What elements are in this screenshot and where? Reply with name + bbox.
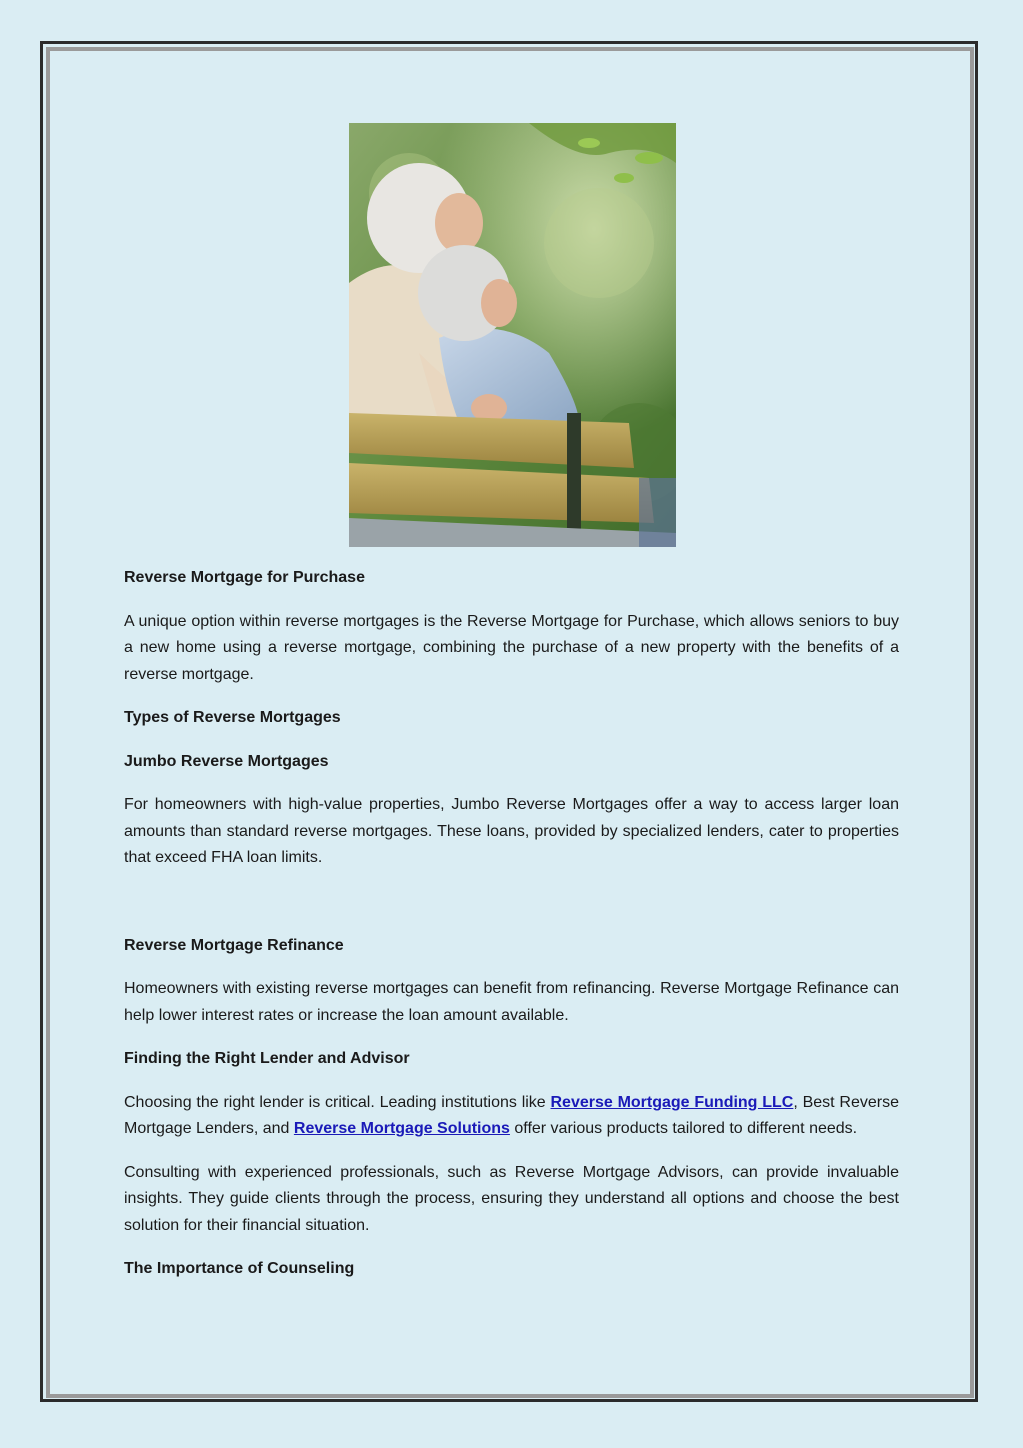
refinance-heading: Reverse Mortgage Refinance [124, 936, 344, 954]
purchase-paragraph: A unique option within reverse mortgages is the Reverse Mortgage for Purchase, which allows seniors to buy a new home using a reverse mortgage, combining the purchase of a new property with the benefits of a reverse mortgage. [124, 612, 899, 683]
types-heading: Types of Reverse Mortgages [124, 709, 341, 726]
jumbo-paragraph: For homeowners with high-value properties, Jumbo Reverse Mortgages offer a way to access larger loan amounts than standard reverse mortgages. These loans, provided by specialized lenders, cater to properties that exceed FHA loan limits. [124, 796, 899, 866]
reverse-mortgage-funding-link[interactable]: Reverse Mortgage Funding LLC [550, 1093, 794, 1111]
advisors-paragraph: Consulting with experienced professionals, such as Reverse Mortgage Advisors, can provide invaluable insights. They guide clients through the process, ensuring they understand all options and choose the best solution for their financial situation. [124, 1163, 899, 1234]
jumbo-heading: Jumbo Reverse Mortgages [124, 752, 329, 770]
lender-text-2: , Best Reverse Mortgage Lenders, and [124, 1093, 899, 1137]
purchase-heading: Reverse Mortgage for Purchase [124, 569, 365, 586]
article-content [124, 565, 899, 1283]
elderly-couple-on-bench-photo [349, 123, 676, 547]
lender-heading: Finding the Right Lender and Advisor [124, 1050, 410, 1067]
lender-paragraph [124, 1090, 899, 1143]
lender-text-3: offer various products tailored to different needs. [509, 1120, 858, 1137]
refinance-paragraph: Homeowners with existing reverse mortgages can benefit from refinancing. Reverse Mortgage Refinance can help lower interest rates or increase the loan amount available. [124, 980, 899, 1024]
counseling-heading: The Importance of Counseling [124, 1260, 355, 1277]
lender-text-1: Choosing the right lender is critical. Leading institutions like [124, 1093, 551, 1111]
reverse-mortgage-solutions-link[interactable]: Reverse Mortgage Solutions [293, 1120, 510, 1137]
